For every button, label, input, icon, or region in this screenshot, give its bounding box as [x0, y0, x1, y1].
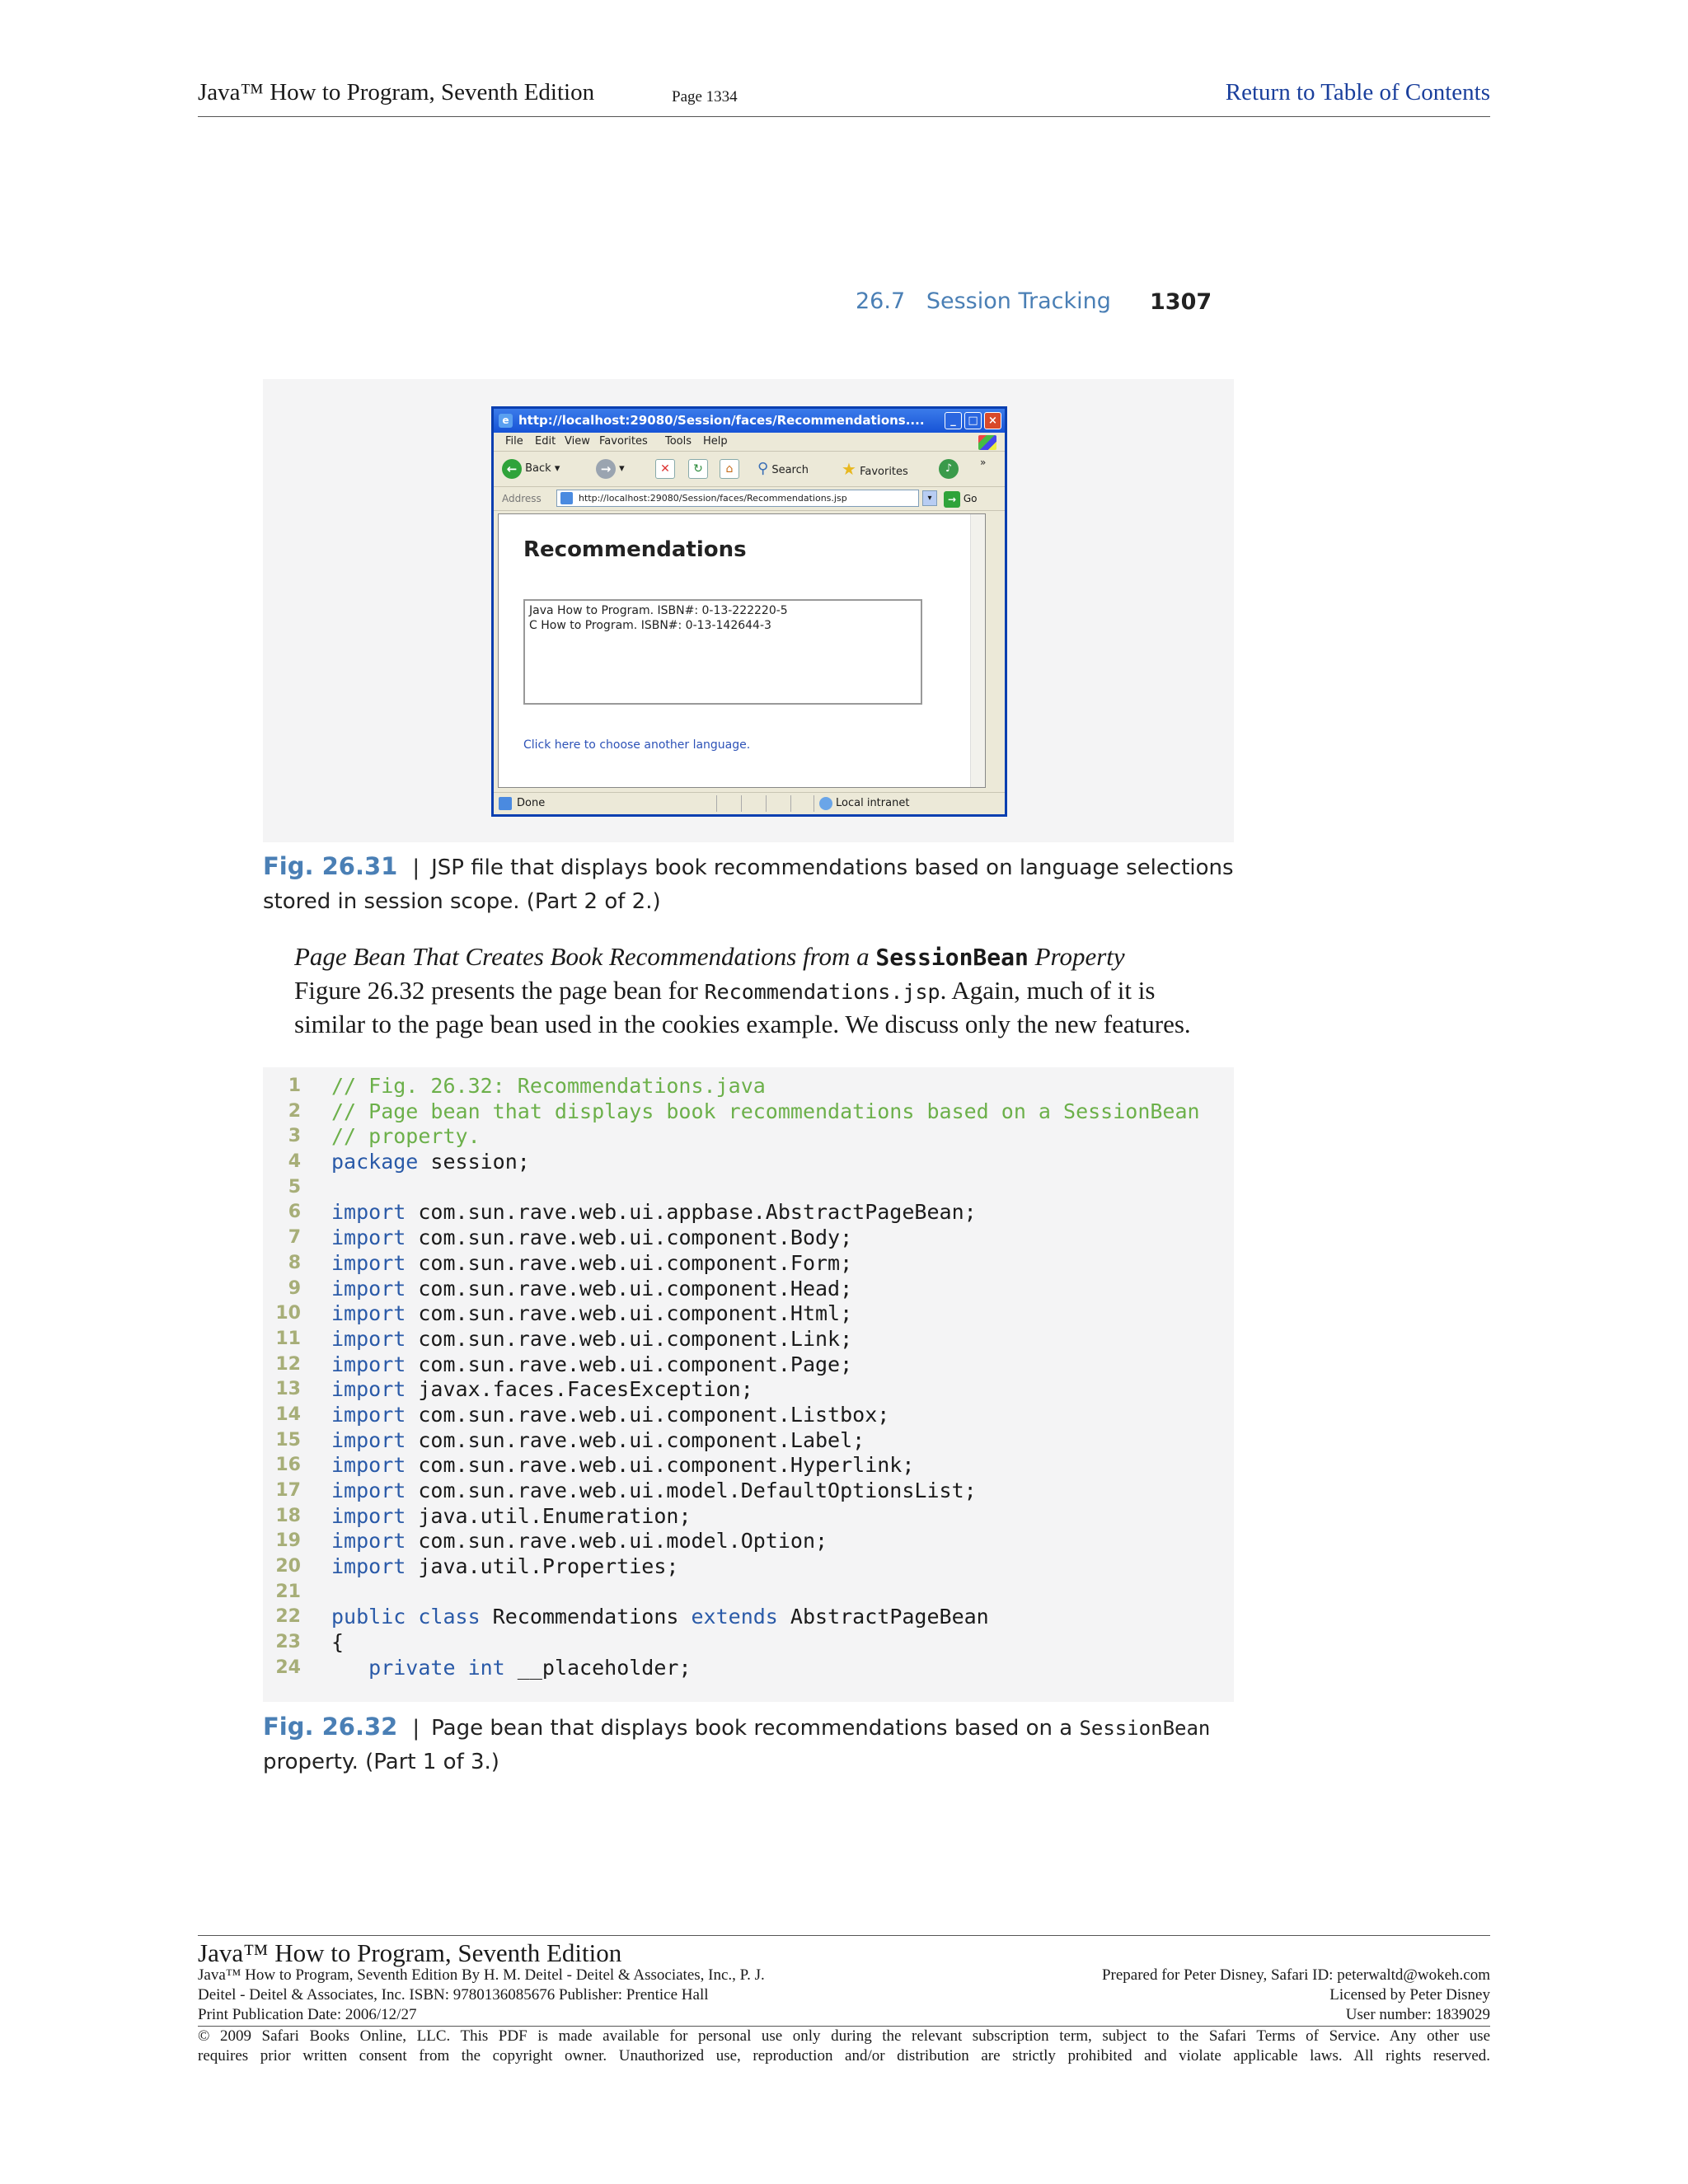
figure-number: Fig. 26.32	[263, 1713, 398, 1741]
line-number: 15	[275, 1429, 301, 1451]
status-done: Done	[517, 797, 546, 809]
footer-copyright: © 2009 Safari Books Online, LLC. This PDF is made available for personal use only during the relevant subscription term, subject to the Safari Terms of Service. Any other use requires prior written consent from the copyright owner. Unauthorized use, reproduction and/or distribution are strictly prohibited and violate applicable laws. All rights reserved.	[198, 2027, 1490, 2064]
intranet-icon	[819, 797, 832, 810]
line-number: 23	[275, 1632, 301, 1653]
browser-titlebar	[494, 409, 1005, 433]
line-number: 19	[275, 1530, 301, 1552]
code-line	[263, 1074, 1234, 1099]
media-icon: ♪	[939, 459, 959, 479]
browser-menubar	[494, 433, 1005, 452]
code-text	[331, 1352, 852, 1378]
code-token: session;	[418, 1150, 530, 1174]
vertical-scrollbar[interactable]	[970, 514, 985, 787]
code-text	[331, 1504, 692, 1530]
status-zone: Local intranet	[836, 797, 910, 809]
media-button[interactable]	[939, 458, 959, 480]
section-heading: Page Bean That Creates Book Recommendations from a SessionBean Property	[294, 942, 1125, 971]
code-line	[263, 1529, 1234, 1554]
code-line	[263, 1352, 1234, 1378]
menu-file[interactable]: File	[505, 435, 523, 448]
code-line	[263, 1428, 1234, 1454]
code-keyword: import	[331, 1453, 406, 1478]
code-token: com.sun.rave.web.ui.component.Html;	[406, 1301, 853, 1326]
caption-separator: |	[412, 1716, 420, 1741]
code-token: com.sun.rave.web.ui.component.Label;	[406, 1427, 865, 1452]
stop-button[interactable]	[655, 458, 675, 480]
code-text	[331, 1327, 852, 1352]
code-text	[331, 1226, 852, 1251]
code-text	[331, 1428, 865, 1454]
code-text	[331, 1656, 692, 1681]
code-text	[331, 1529, 828, 1554]
minimize-icon[interactable]: _	[945, 412, 962, 429]
code-line	[263, 1124, 1234, 1150]
figure-caption: Fig. 26.32 | Page bean that displays book recommendations based on a SessionBean property. (Part 1 of 3.)	[263, 1713, 1211, 1774]
line-number: 16	[275, 1455, 301, 1476]
code-keyword: import	[331, 1427, 406, 1452]
line-number: 18	[275, 1505, 301, 1526]
menu-edit[interactable]: Edit	[535, 435, 556, 448]
line-number: 8	[288, 1252, 301, 1273]
line-number: 9	[288, 1277, 301, 1299]
home-button[interactable]	[720, 458, 739, 480]
choose-language-link[interactable]: Click here to choose another language.	[523, 738, 751, 752]
code-token: com.sun.rave.web.ui.component.Hyperlink;	[406, 1453, 915, 1478]
code-keyword: package	[331, 1150, 419, 1174]
code-line	[263, 1150, 1234, 1175]
code-token: javax.faces.FacesException;	[406, 1377, 753, 1402]
header-book-title: Java™ How to Program, Seventh Edition	[198, 79, 595, 105]
line-number: 10	[275, 1303, 301, 1324]
page-done-icon	[499, 797, 512, 810]
code-text	[331, 1453, 914, 1479]
refresh-icon: ↻	[688, 459, 708, 479]
code-token: AbstractPageBean	[777, 1605, 989, 1629]
code-token: {	[331, 1630, 345, 1655]
line-number: 21	[275, 1581, 301, 1602]
status-divider	[766, 795, 767, 812]
code-token: com.sun.rave.web.ui.component.Link;	[406, 1326, 853, 1351]
maximize-icon[interactable]: □	[964, 412, 982, 429]
running-head-section: 26.7 Session Tracking	[856, 288, 1111, 314]
code-token: java.util.Properties;	[406, 1554, 679, 1579]
code-token: com.sun.rave.web.ui.appbase.AbstractPageBean;	[406, 1200, 977, 1225]
code-line	[263, 1226, 1234, 1251]
forward-button[interactable]: → ▾	[596, 458, 625, 480]
code-text	[331, 1099, 1200, 1125]
line-number: 3	[288, 1126, 301, 1147]
code-token: Recommendations	[480, 1605, 692, 1629]
favorites-button[interactable]: ★ Favorites	[842, 459, 908, 479]
code-text	[331, 1479, 977, 1504]
windows-logo-icon	[978, 435, 996, 450]
figure-caption	[263, 850, 1236, 919]
code-line	[263, 1251, 1234, 1277]
code-token: com.sun.rave.web.ui.model.Option;	[406, 1529, 828, 1554]
code-token: com.sun.rave.web.ui.component.Page;	[406, 1352, 853, 1376]
line-number: 7	[288, 1227, 301, 1249]
code-keyword: public class	[331, 1605, 481, 1629]
code-text	[331, 1200, 977, 1226]
code-line	[263, 1200, 1234, 1226]
code-text	[331, 1377, 753, 1403]
code-text	[331, 1074, 766, 1099]
code-token: com.sun.rave.web.ui.component.Form;	[406, 1250, 853, 1275]
code-text	[331, 1124, 481, 1150]
line-number: 11	[275, 1328, 301, 1349]
code-line	[263, 1099, 1234, 1125]
code-text	[331, 1554, 678, 1580]
code-keyword: import	[331, 1326, 406, 1351]
line-number: 22	[275, 1606, 301, 1628]
code-keyword: private int	[368, 1655, 505, 1680]
code-token	[331, 1656, 368, 1680]
menu-favorites[interactable]: Favorites	[599, 435, 648, 448]
code-line	[263, 1377, 1234, 1403]
address-dropdown-icon[interactable]: ▾	[922, 490, 937, 506]
caption-separator: |	[412, 855, 420, 880]
line-number: 12	[275, 1353, 301, 1375]
code-line	[263, 1277, 1234, 1302]
code-line	[263, 1175, 1234, 1201]
home-icon: ⌂	[720, 459, 739, 479]
footer-book-title: Java™ How to Program, Seventh Edition	[198, 1938, 622, 1967]
code-token: com.sun.rave.web.ui.component.Listbox;	[406, 1402, 890, 1427]
star-icon: ★	[842, 459, 856, 479]
go-arrow-icon: →	[944, 491, 960, 508]
browser-statusbar	[494, 792, 1005, 814]
line-number: 24	[275, 1657, 301, 1678]
line-number: 13	[275, 1379, 301, 1400]
address-url: http://localhost:29080/Session/faces/Recommendations.jsp	[579, 493, 847, 504]
code-comment: // property.	[331, 1124, 481, 1149]
list-item[interactable]: Java How to Program. ISBN#: 0-13-222220-5	[529, 604, 788, 617]
browser-window	[491, 406, 1007, 817]
code-keyword: import	[331, 1503, 406, 1528]
menu-view[interactable]: View	[565, 435, 590, 448]
code-line	[263, 1504, 1234, 1530]
line-number: 4	[288, 1151, 301, 1173]
go-button[interactable]: → Go	[944, 490, 977, 508]
toc-link[interactable]: Return to Table of Contents	[1225, 79, 1490, 105]
code-keyword: import	[331, 1301, 406, 1326]
code-comment: // Fig. 26.32: Recommendations.java	[331, 1074, 766, 1098]
browser-toolbar	[494, 452, 1005, 487]
back-arrow-icon: ←	[502, 459, 522, 479]
code-token: com.sun.rave.web.ui.model.DefaultOptionsList;	[406, 1479, 977, 1502]
code-keyword: import	[331, 1529, 406, 1554]
code-line	[263, 1327, 1234, 1352]
footer-publication-info: Java™ How to Program, Seventh Edition By H. M. Deitel - Deitel & Associates, Inc., P. J. Deitel - Deitel & Associates, Inc. ISBN: 9780136085676 Publisher: Prentice Hall Print Publication Date: 2006/12/27	[198, 1966, 765, 2023]
search-icon: ⚲	[757, 460, 769, 477]
code-token: java.util.Enumeration;	[406, 1503, 692, 1528]
figure-number: Fig. 26.31	[263, 852, 398, 880]
line-number: 1	[288, 1076, 301, 1096]
code-keyword: extends	[691, 1605, 778, 1629]
recommendations-listbox[interactable]	[523, 599, 922, 705]
line-number: 20	[275, 1556, 301, 1577]
toolbar-overflow-icon[interactable]: »	[980, 457, 987, 468]
code-line	[263, 1301, 1234, 1327]
code-line	[263, 1630, 1234, 1656]
code-line	[263, 1479, 1234, 1504]
code-keyword: import	[331, 1554, 406, 1579]
running-head-page-number: 1307	[1150, 289, 1212, 315]
code-keyword: import	[331, 1352, 406, 1376]
code-comment: // Page bean that displays book recommendations based on a SessionBean	[331, 1099, 1200, 1123]
body-paragraph: Figure 26.32 presents the page bean for Recommendations.jsp. Again, much of it is similar to the page bean used in the cookies example. We discuss only the new features.	[294, 976, 1191, 1038]
footer-license-info: Prepared for Peter Disney, Safari ID: peterwaltd@wokeh.com Licensed by Peter Disney User number: 1839029	[1101, 1966, 1490, 2023]
code-keyword: import	[331, 1226, 406, 1250]
list-item[interactable]: C How to Program. ISBN#: 0-13-142644-3	[529, 619, 771, 632]
close-icon[interactable]: ×	[984, 412, 1001, 429]
footer-rule	[198, 1935, 1490, 1936]
code-listing	[263, 1074, 1234, 1681]
code-line	[263, 1453, 1234, 1479]
menu-tools[interactable]: Tools	[665, 435, 692, 448]
code-text	[331, 1605, 989, 1630]
page-heading: Recommendations	[523, 537, 747, 562]
code-text	[331, 1251, 852, 1277]
code-token: com.sun.rave.web.ui.component.Body;	[406, 1226, 853, 1250]
status-divider	[790, 795, 791, 812]
line-number: 17	[275, 1480, 301, 1501]
caption-text: JSP file that displays book recommendations based on language selections stored in session scope. (Part 2 of 2.)	[263, 855, 1234, 914]
line-number: 14	[275, 1404, 301, 1425]
code-token: __placeholder;	[504, 1655, 692, 1680]
code-line	[263, 1605, 1234, 1630]
forward-arrow-icon: →	[596, 459, 616, 479]
page-icon	[560, 492, 573, 504]
code-line	[263, 1403, 1234, 1428]
line-number: 6	[288, 1202, 301, 1223]
status-divider	[741, 795, 742, 812]
code-line	[263, 1580, 1234, 1605]
code-keyword: import	[331, 1276, 406, 1301]
stop-icon: ✕	[655, 459, 675, 479]
code-line	[263, 1554, 1234, 1580]
code-keyword: import	[331, 1479, 406, 1502]
code-token: com.sun.rave.web.ui.component.Head;	[406, 1276, 853, 1301]
code-line	[263, 1656, 1234, 1681]
code-text	[331, 1150, 530, 1175]
code-keyword: import	[331, 1250, 406, 1275]
status-divider	[716, 795, 717, 812]
code-keyword: import	[331, 1402, 406, 1427]
address-bar	[494, 487, 1005, 511]
back-button[interactable]: ← Back ▾	[502, 458, 560, 480]
header-rule	[198, 116, 1490, 117]
ie-logo-icon: e	[499, 414, 513, 428]
code-text	[331, 1403, 889, 1428]
address-input[interactable]	[556, 490, 919, 507]
browser-content	[498, 513, 986, 788]
header-page-label: Page 1334	[672, 88, 738, 105]
browser-title: http://localhost:29080/Session/faces/Recommendations....	[518, 413, 925, 428]
search-button[interactable]: ⚲ Search	[757, 460, 809, 477]
line-number: 2	[288, 1100, 301, 1122]
menu-help[interactable]: Help	[703, 435, 728, 448]
code-text	[331, 1277, 852, 1302]
code-keyword: import	[331, 1200, 406, 1225]
address-label: Address	[502, 493, 542, 504]
code-text	[331, 1630, 344, 1656]
refresh-button[interactable]	[688, 458, 708, 480]
code-text	[331, 1301, 852, 1327]
code-keyword: import	[331, 1377, 406, 1402]
line-number: 5	[288, 1176, 301, 1197]
